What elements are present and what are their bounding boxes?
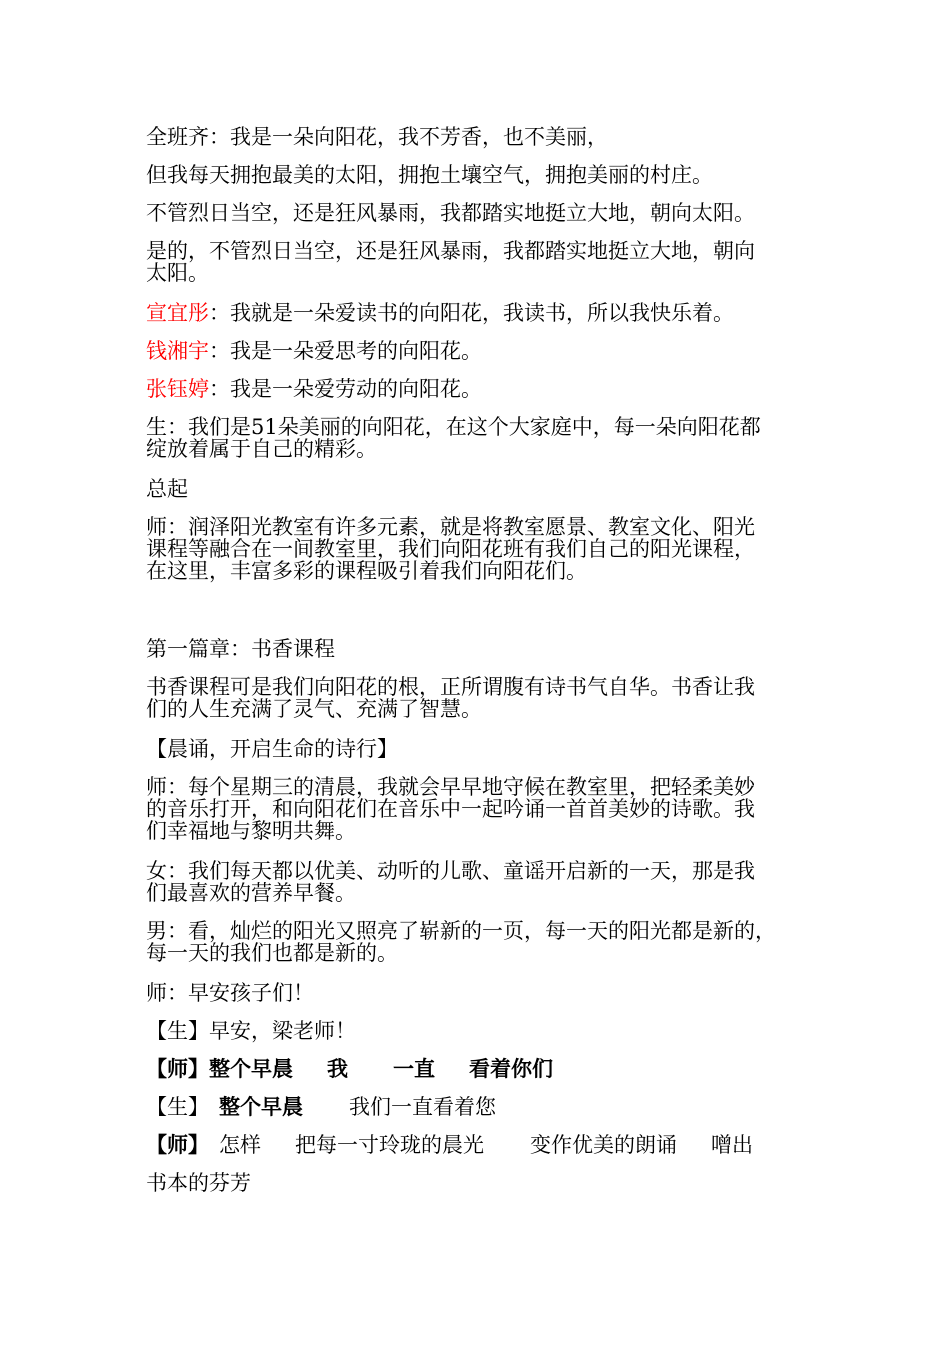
- paragraph-speaker-zhang: [146, 378, 811, 400]
- paragraph-line: 的音乐打开，和向阳花们在音乐中一起吟诵一首首美妙的诗歌。我: [146, 797, 755, 821]
- section-label-zongqi: 总起: [146, 477, 188, 501]
- speaker-name: 张钰婷: [146, 377, 209, 401]
- paragraph-line: 书香课程可是我们向阳花的根，正所谓腹有诗书气自华。书香让我: [146, 675, 755, 699]
- paragraph-line: 是的，不管烈日当空，还是狂风暴雨，我都踏实地挺立大地，朝向: [146, 239, 755, 263]
- paragraph-line: 们最喜欢的营养早餐。: [146, 881, 356, 905]
- dialogue-segment: 整个早晨: [219, 1094, 303, 1119]
- dialogue-segment: 我们一直看着您: [349, 1095, 496, 1119]
- dialogue-segment: 我: [327, 1056, 348, 1081]
- dialogue-segment: 看着你们: [469, 1056, 553, 1081]
- dialogue-segment: 一直: [393, 1056, 435, 1081]
- paragraph-boys: [146, 920, 811, 964]
- speaker-text: ：我是一朵爱劳动的向阳花。: [209, 377, 482, 401]
- paragraph-speaker-xuan: [146, 302, 811, 324]
- dialogue-segment: 【生】: [146, 1095, 209, 1119]
- speaker-text: ：我是一朵爱思考的向阳花。: [209, 339, 482, 363]
- paragraph-line: 男：看，灿烂的阳光又照亮了崭新的一页，每一天的阳光都是新的，: [146, 919, 776, 943]
- paragraph-line: 们的人生充满了灵气、充满了智慧。: [146, 697, 482, 721]
- paragraph-shuxiang: [146, 676, 811, 720]
- paragraph-line: 在这里，丰富多彩的课程吸引着我们向阳花们。: [146, 559, 587, 583]
- dialogue-segment: 怎样: [219, 1133, 261, 1157]
- dialogue-segment: 把每一寸玲珑的晨光: [295, 1133, 484, 1157]
- paragraph-teacher-greeting: 师：早安孩子们！: [146, 981, 314, 1005]
- paragraph-line: 师：润泽阳光教室有许多元素，就是将教室愿景、教室文化、阳光: [146, 515, 755, 539]
- paragraph-line: 课程等融合在一间教室里，我们向阳花班有我们自己的阳光课程，: [146, 537, 755, 561]
- speaker-name: 钱湘宇: [146, 339, 209, 363]
- paragraph-line: 生：我们是51朵美丽的向阳花，在这个大家庭中，每一朵向阳花都: [146, 415, 761, 439]
- paragraph-chorus-line1: 全班齐：我是一朵向阳花，我不芳香，也不美丽，: [146, 125, 608, 149]
- document-page: [146, 0, 811, 1346]
- chapter-heading: 第一篇章：书香课程: [146, 637, 335, 661]
- paragraph-teacher-intro: [146, 516, 811, 582]
- paragraph-line: 每一天的我们也都是新的。: [146, 941, 398, 965]
- paragraph-chorus-line3: 不管烈日当空，还是狂风暴雨，我都踏实地挺立大地，朝向太阳。: [146, 201, 755, 225]
- dialogue-segment: 【师】整个早晨: [146, 1056, 293, 1081]
- paragraph-line: 们幸福地与黎明共舞。: [146, 819, 356, 843]
- subsection-heading: 【晨诵，开启生命的诗行】: [146, 737, 398, 761]
- paragraph-speaker-qian: [146, 340, 811, 362]
- dialogue-segment: 【师】: [146, 1132, 209, 1157]
- dialogue-segment: 变作优美的朗诵: [530, 1133, 677, 1157]
- paragraph-girls: [146, 860, 811, 904]
- paragraph-students: [146, 416, 811, 460]
- paragraph-chorus-line4: [146, 240, 811, 284]
- dialogue-teacher-2: [146, 1134, 811, 1156]
- paragraph-student-greeting: 【生】早安，梁老师！: [146, 1019, 356, 1043]
- dialogue-teacher-1: [146, 1058, 811, 1080]
- paragraph-line: 女：我们每天都以优美、动听的儿歌、童谣开启新的一天，那是我: [146, 859, 755, 883]
- dialogue-continuation: 书本的芬芳: [146, 1171, 251, 1195]
- dialogue-student-1: [146, 1096, 811, 1118]
- paragraph-line: 师：每个星期三的清晨，我就会早早地守候在教室里，把轻柔美妙: [146, 775, 755, 799]
- paragraph-chorus-line2: 但我每天拥抱最美的太阳，拥抱土壤空气，拥抱美丽的村庄。: [146, 163, 713, 187]
- paragraph-line: 绽放着属于自己的精彩。: [146, 437, 377, 461]
- paragraph-line: 太阳。: [146, 261, 209, 285]
- speaker-text: ：我就是一朵爱读书的向阳花，我读书，所以我快乐着。: [209, 301, 734, 325]
- dialogue-segment: 噌出: [711, 1133, 753, 1157]
- paragraph-teacher-morning: [146, 776, 811, 842]
- speaker-name: 宣宜彤: [146, 301, 209, 325]
